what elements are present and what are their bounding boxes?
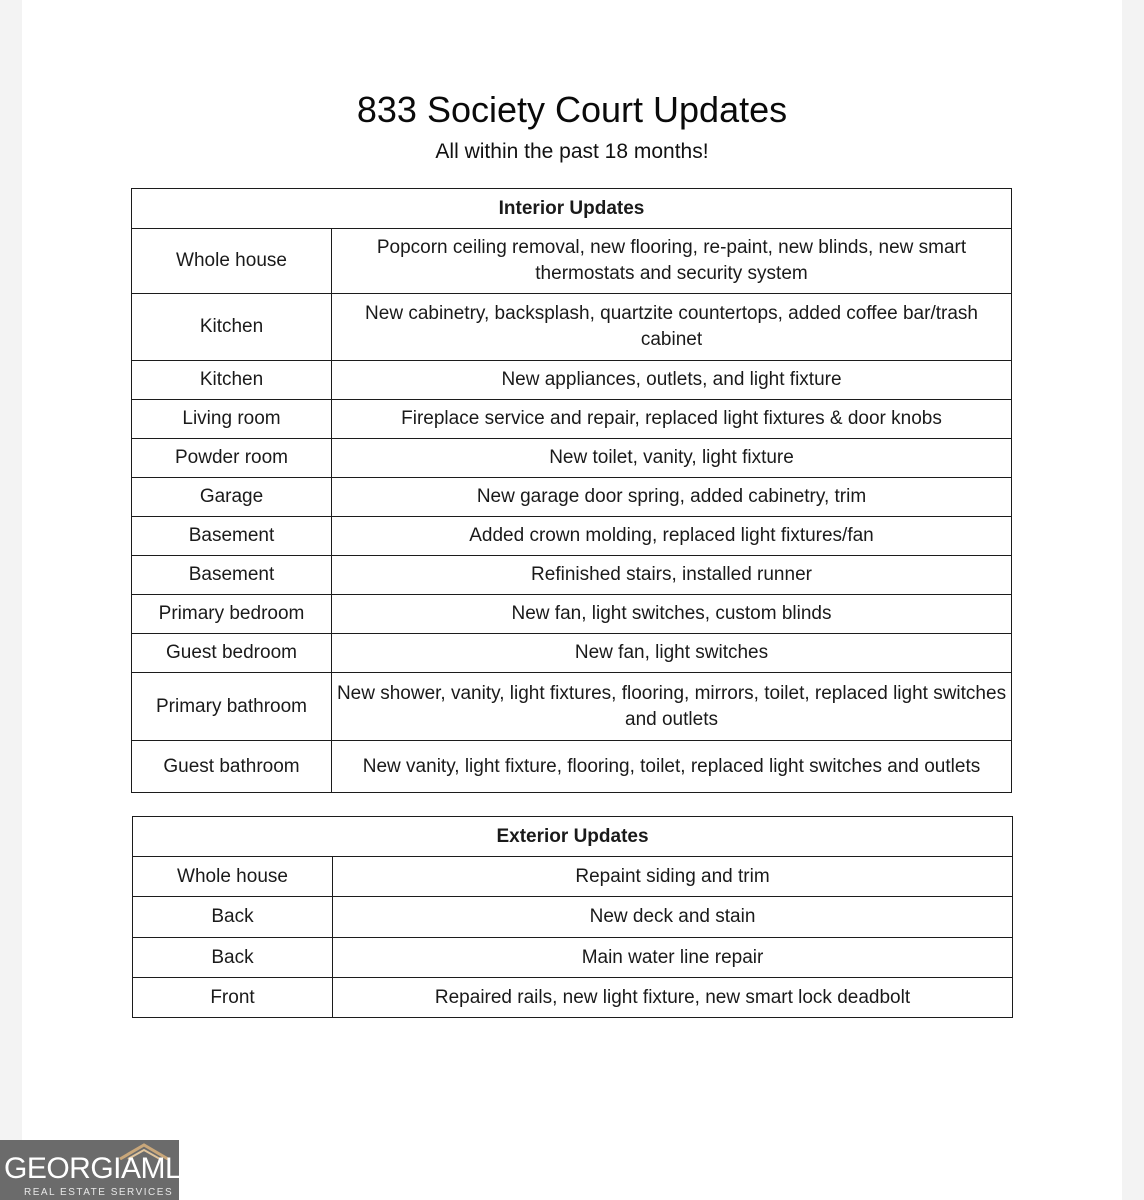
area-cell: Whole house xyxy=(133,857,333,897)
table-row xyxy=(132,595,1012,634)
area-cell: Primary bathroom xyxy=(132,673,332,741)
update-cell: Popcorn ceiling removal, new flooring, re-paint, new blinds, new smart thermostats and security system xyxy=(332,229,1012,294)
table-row xyxy=(132,229,1012,294)
update-cell: New cabinetry, backsplash, quartzite countertops, added coffee bar/trash cabinet xyxy=(332,294,1012,361)
interior-updates-table xyxy=(131,188,1012,793)
update-cell: New shower, vanity, light fixtures, flooring, mirrors, toilet, replaced light switches and outlets xyxy=(332,673,1012,741)
page-title: 833 Society Court Updates xyxy=(356,89,788,130)
table-row xyxy=(133,978,1013,1018)
exterior-updates-table xyxy=(132,816,1013,1018)
area-cell: Living room xyxy=(132,400,332,439)
area-cell: Powder room xyxy=(132,439,332,478)
update-cell: New vanity, light fixture, flooring, toilet, replaced light switches and outlets xyxy=(332,741,1012,793)
table-row xyxy=(132,634,1012,673)
table-row xyxy=(133,897,1013,938)
update-cell: Main water line repair xyxy=(333,938,1013,978)
area-cell: Kitchen xyxy=(132,361,332,400)
update-cell: Repaint siding and trim xyxy=(333,857,1013,897)
table-row xyxy=(132,556,1012,595)
area-cell: Basement xyxy=(132,556,332,595)
area-cell: Whole house xyxy=(132,229,332,294)
update-cell: New fan, light switches, custom blinds xyxy=(332,595,1012,634)
table-row xyxy=(133,857,1013,897)
area-cell: Garage xyxy=(132,478,332,517)
table-row xyxy=(132,439,1012,478)
page-subtitle: All within the past 18 months! xyxy=(435,140,709,163)
table-row xyxy=(132,517,1012,556)
interior-updates-heading: Interior Updates xyxy=(132,189,1012,229)
update-cell: Refinished stairs, installed runner xyxy=(332,556,1012,595)
area-cell: Basement xyxy=(132,517,332,556)
area-cell: Kitchen xyxy=(132,294,332,361)
update-cell: New fan, light switches xyxy=(332,634,1012,673)
georgiamls-watermark xyxy=(0,1140,201,1200)
area-cell: Guest bedroom xyxy=(132,634,332,673)
area-cell: Guest bathroom xyxy=(132,741,332,793)
area-cell: Back xyxy=(133,938,333,978)
watermark-brand: GEORGIAMLS xyxy=(4,1152,201,1185)
table-row xyxy=(132,673,1012,741)
update-cell: New appliances, outlets, and light fixture xyxy=(332,361,1012,400)
update-cell: Added crown molding, replaced light fixtures/fan xyxy=(332,517,1012,556)
table-row xyxy=(132,478,1012,517)
table-row xyxy=(133,938,1013,978)
area-cell: Front xyxy=(133,978,333,1018)
table-row xyxy=(132,741,1012,793)
table-row xyxy=(132,361,1012,400)
table-header-row xyxy=(133,817,1013,857)
update-cell: New toilet, vanity, light fixture xyxy=(332,439,1012,478)
table-row xyxy=(132,294,1012,361)
area-cell: Back xyxy=(133,897,333,938)
table-row xyxy=(132,400,1012,439)
update-cell: New garage door spring, added cabinetry, trim xyxy=(332,478,1012,517)
watermark-tagline: REAL ESTATE SERVICES xyxy=(24,1187,174,1198)
update-cell: Repaired rails, new light fixture, new smart lock deadbolt xyxy=(333,978,1013,1018)
area-cell: Primary bedroom xyxy=(132,595,332,634)
update-cell: Fireplace service and repair, replaced light fixtures & door knobs xyxy=(332,400,1012,439)
table-header-row xyxy=(132,189,1012,229)
exterior-updates-heading: Exterior Updates xyxy=(133,817,1013,857)
update-cell: New deck and stain xyxy=(333,897,1013,938)
